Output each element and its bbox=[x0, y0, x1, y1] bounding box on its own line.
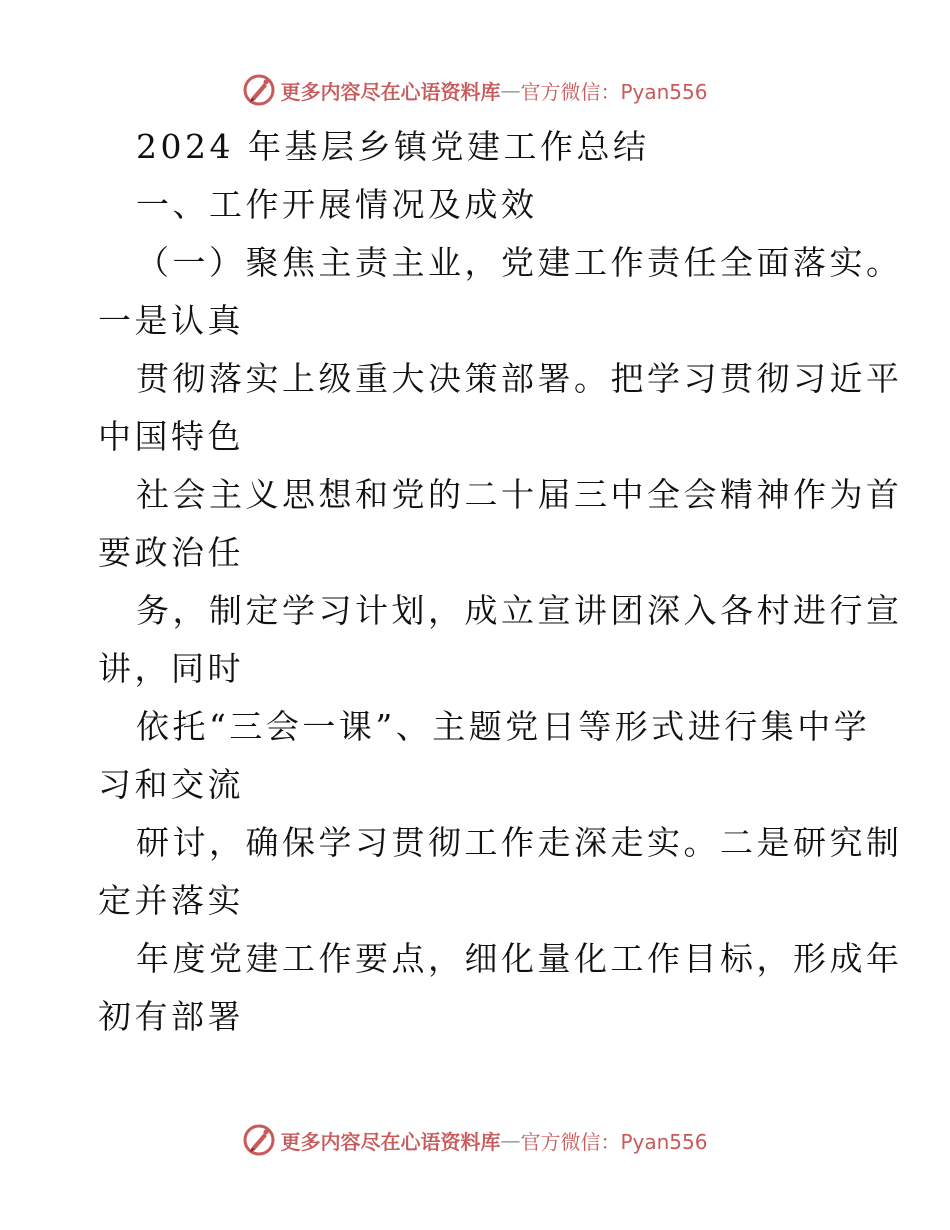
paragraph-line: 贯彻落实上级重大决策部署。把学习贯彻习近平 bbox=[136, 359, 903, 398]
paragraph-line: 中国特色 bbox=[98, 417, 244, 456]
footer-watermark-banner bbox=[0, 1120, 950, 1160]
writing-brush-logo-icon bbox=[242, 1123, 276, 1157]
paragraph-line: 社会主义思想和党的二十届三中全会精神作为首 bbox=[136, 475, 903, 514]
paragraph-line: 习和交流 bbox=[98, 765, 244, 804]
document-body bbox=[98, 118, 903, 1046]
writing-brush-logo-icon bbox=[242, 73, 276, 107]
footer-separator: — bbox=[500, 1128, 521, 1152]
paragraph-line: 务，制定学习计划，成立宣讲团深入各村进行宣 bbox=[136, 591, 903, 630]
footer-brand-text: 更多内容尽在心语资料库 bbox=[280, 1129, 501, 1154]
header-brand-text: 更多内容尽在心语资料库 bbox=[280, 79, 501, 104]
section-heading: 一、工作开展情况及成效 bbox=[136, 185, 538, 224]
paragraph-line: 讲，同时 bbox=[98, 649, 244, 688]
paragraph-line: 年度党建工作要点，细化量化工作目标，形成年 bbox=[136, 939, 903, 978]
paragraph-line: （一）聚焦主责主业，党建工作责任全面落实。 bbox=[136, 243, 903, 282]
header-watermark-banner bbox=[0, 70, 950, 110]
paragraph-line: 研讨，确保学习贯彻工作走深走实。二是研究制 bbox=[136, 823, 903, 862]
header-separator: — bbox=[500, 78, 521, 102]
paragraph-line: 要政治任 bbox=[98, 533, 244, 572]
paragraph-line: 一是认真 bbox=[98, 301, 244, 340]
document-title: 2024 年基层乡镇党建工作总结 bbox=[136, 127, 650, 166]
paragraph-line: 初有部署 bbox=[98, 997, 244, 1036]
header-wechat-text: 官方微信：Pyan556 bbox=[520, 79, 708, 104]
paragraph-line: 依托“三会一课”、主题党日等形式进行集中学 bbox=[136, 707, 871, 746]
paragraph-line: 定并落实 bbox=[98, 881, 244, 920]
footer-wechat-text: 官方微信：Pyan556 bbox=[520, 1129, 708, 1154]
